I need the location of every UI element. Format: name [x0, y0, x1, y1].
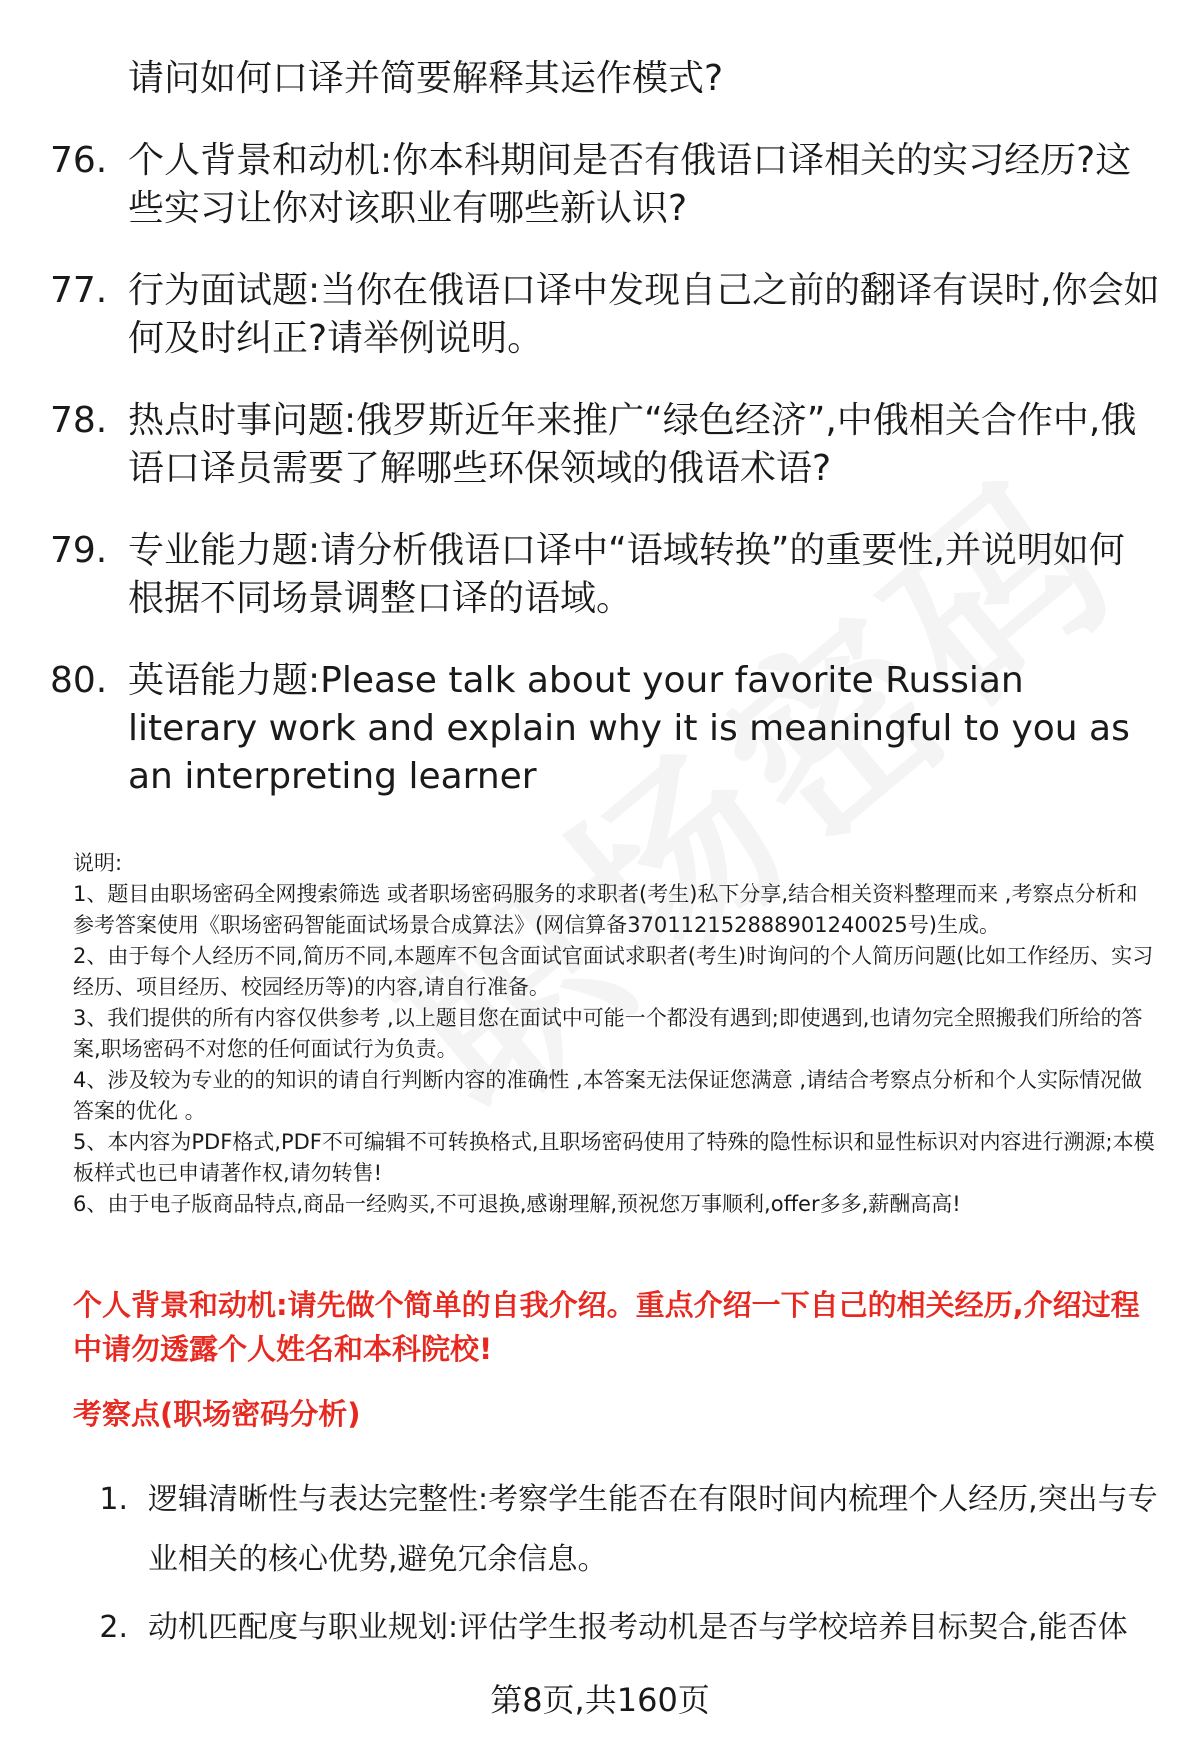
note-item: 2、由于每个人经历不同,简历不同,本题库不包含面试官面试求职者(考生)时询问的个人简历问题(比如工作经历、实习经历、项目经历、校园经历等)的内容,请自行准备。: [73, 944, 1154, 999]
question-text: 个人背景和动机:你本科期间是否有俄语口译相关的实习经历?这些实习让你对该职业有哪些新认识?: [128, 140, 1132, 229]
section-subtitle: 考察点(职场密码分析): [73, 1397, 361, 1431]
point-number: 2.: [99, 1610, 128, 1645]
note-item: 4、涉及较为专业的的知识的请自行判断内容的准确性 ,本答案无法保证您满意 ,请结合考察点分析和个人实际情况做答案的优化 。: [73, 1068, 1143, 1123]
note-item: 5、本内容为PDF格式,PDF不可编辑不可转换格式,且职场密码使用了特殊的隐性标识和显性标识对内容进行溯源;本模板样式也已申请著作权,请勿转售!: [73, 1130, 1155, 1185]
question-text: 行为面试题:当你在俄语口译中发现自己之前的翻译有误时,你会如何及时纠正?请举例说明。: [128, 270, 1160, 359]
question-text: 热点时事问题:俄罗斯近年来推广“绿色经济”,中俄相关合作中,俄语口译员需要了解哪些环保领域的俄语术语?: [128, 400, 1137, 489]
question-text: 专业能力题:请分析俄语口译中“语域转换”的重要性,并说明如何根据不同场景调整口译的语域。: [128, 530, 1125, 619]
point-text: 逻辑清晰性与表达完整性:考察学生能否在有限时间内梳理个人经历,突出与专业相关的核心优势,避免冗余信息。: [148, 1482, 1158, 1577]
question-item: [50, 137, 1160, 233]
question-number: 79.: [50, 530, 108, 571]
note-item: 1、题目由职场密码全网搜索筛选 或者职场密码服务的求职者(考生)私下分享,结合相关资料整理而来 ,考察点分析和参考答案使用《职场密码智能面试场景合成算法》(网信算备370112152888901240025号)生成。: [73, 882, 1138, 937]
question-item: [50, 657, 1160, 801]
notes-block: [73, 848, 1158, 1220]
question-number: 76.: [50, 140, 108, 181]
question-item: [50, 527, 1160, 623]
point-item: [80, 1598, 1160, 1658]
points-list: [80, 1470, 1160, 1666]
question-list: [50, 55, 1160, 835]
question-item: [50, 397, 1160, 493]
point-item: [80, 1470, 1160, 1590]
question-number: 77.: [50, 270, 108, 311]
note-item: 3、我们提供的所有内容仅供参考 ,以上题目您在面试中可能一个都没有遇到;即使遇到,也请勿完全照搬我们所给的答案,职场密码不对您的任何面试行为负责。: [73, 1006, 1143, 1061]
note-item: 6、由于电子版商品特点,商品一经购买,不可退换,感谢理解,预祝您万事顺利,offer多多,薪酬高高!: [73, 1192, 961, 1216]
question-number: 78.: [50, 400, 108, 441]
page-footer: 第8页,共160页: [490, 1681, 710, 1719]
question-item: [50, 267, 1160, 363]
point-number: 1.: [99, 1482, 128, 1517]
section-title: 个人背景和动机:请先做个简单的自我介绍。重点介绍一下自己的相关经历,介绍过程中请勿透露个人姓名和本科院校!: [73, 1288, 1140, 1366]
question-text: 英语能力题:Please talk about your favorite Russian literary work and explain why it is meaningful to you as an interpreting learner: [128, 660, 1130, 797]
question-number: 80.: [50, 660, 108, 701]
point-text: 动机匹配度与职业规划:评估学生报考动机是否与学校培养目标契合,能否体: [148, 1610, 1128, 1645]
question-continuation: 请问如何口译并简要解释其运作模式?: [128, 58, 724, 99]
notes-heading: 说明:: [73, 851, 123, 875]
